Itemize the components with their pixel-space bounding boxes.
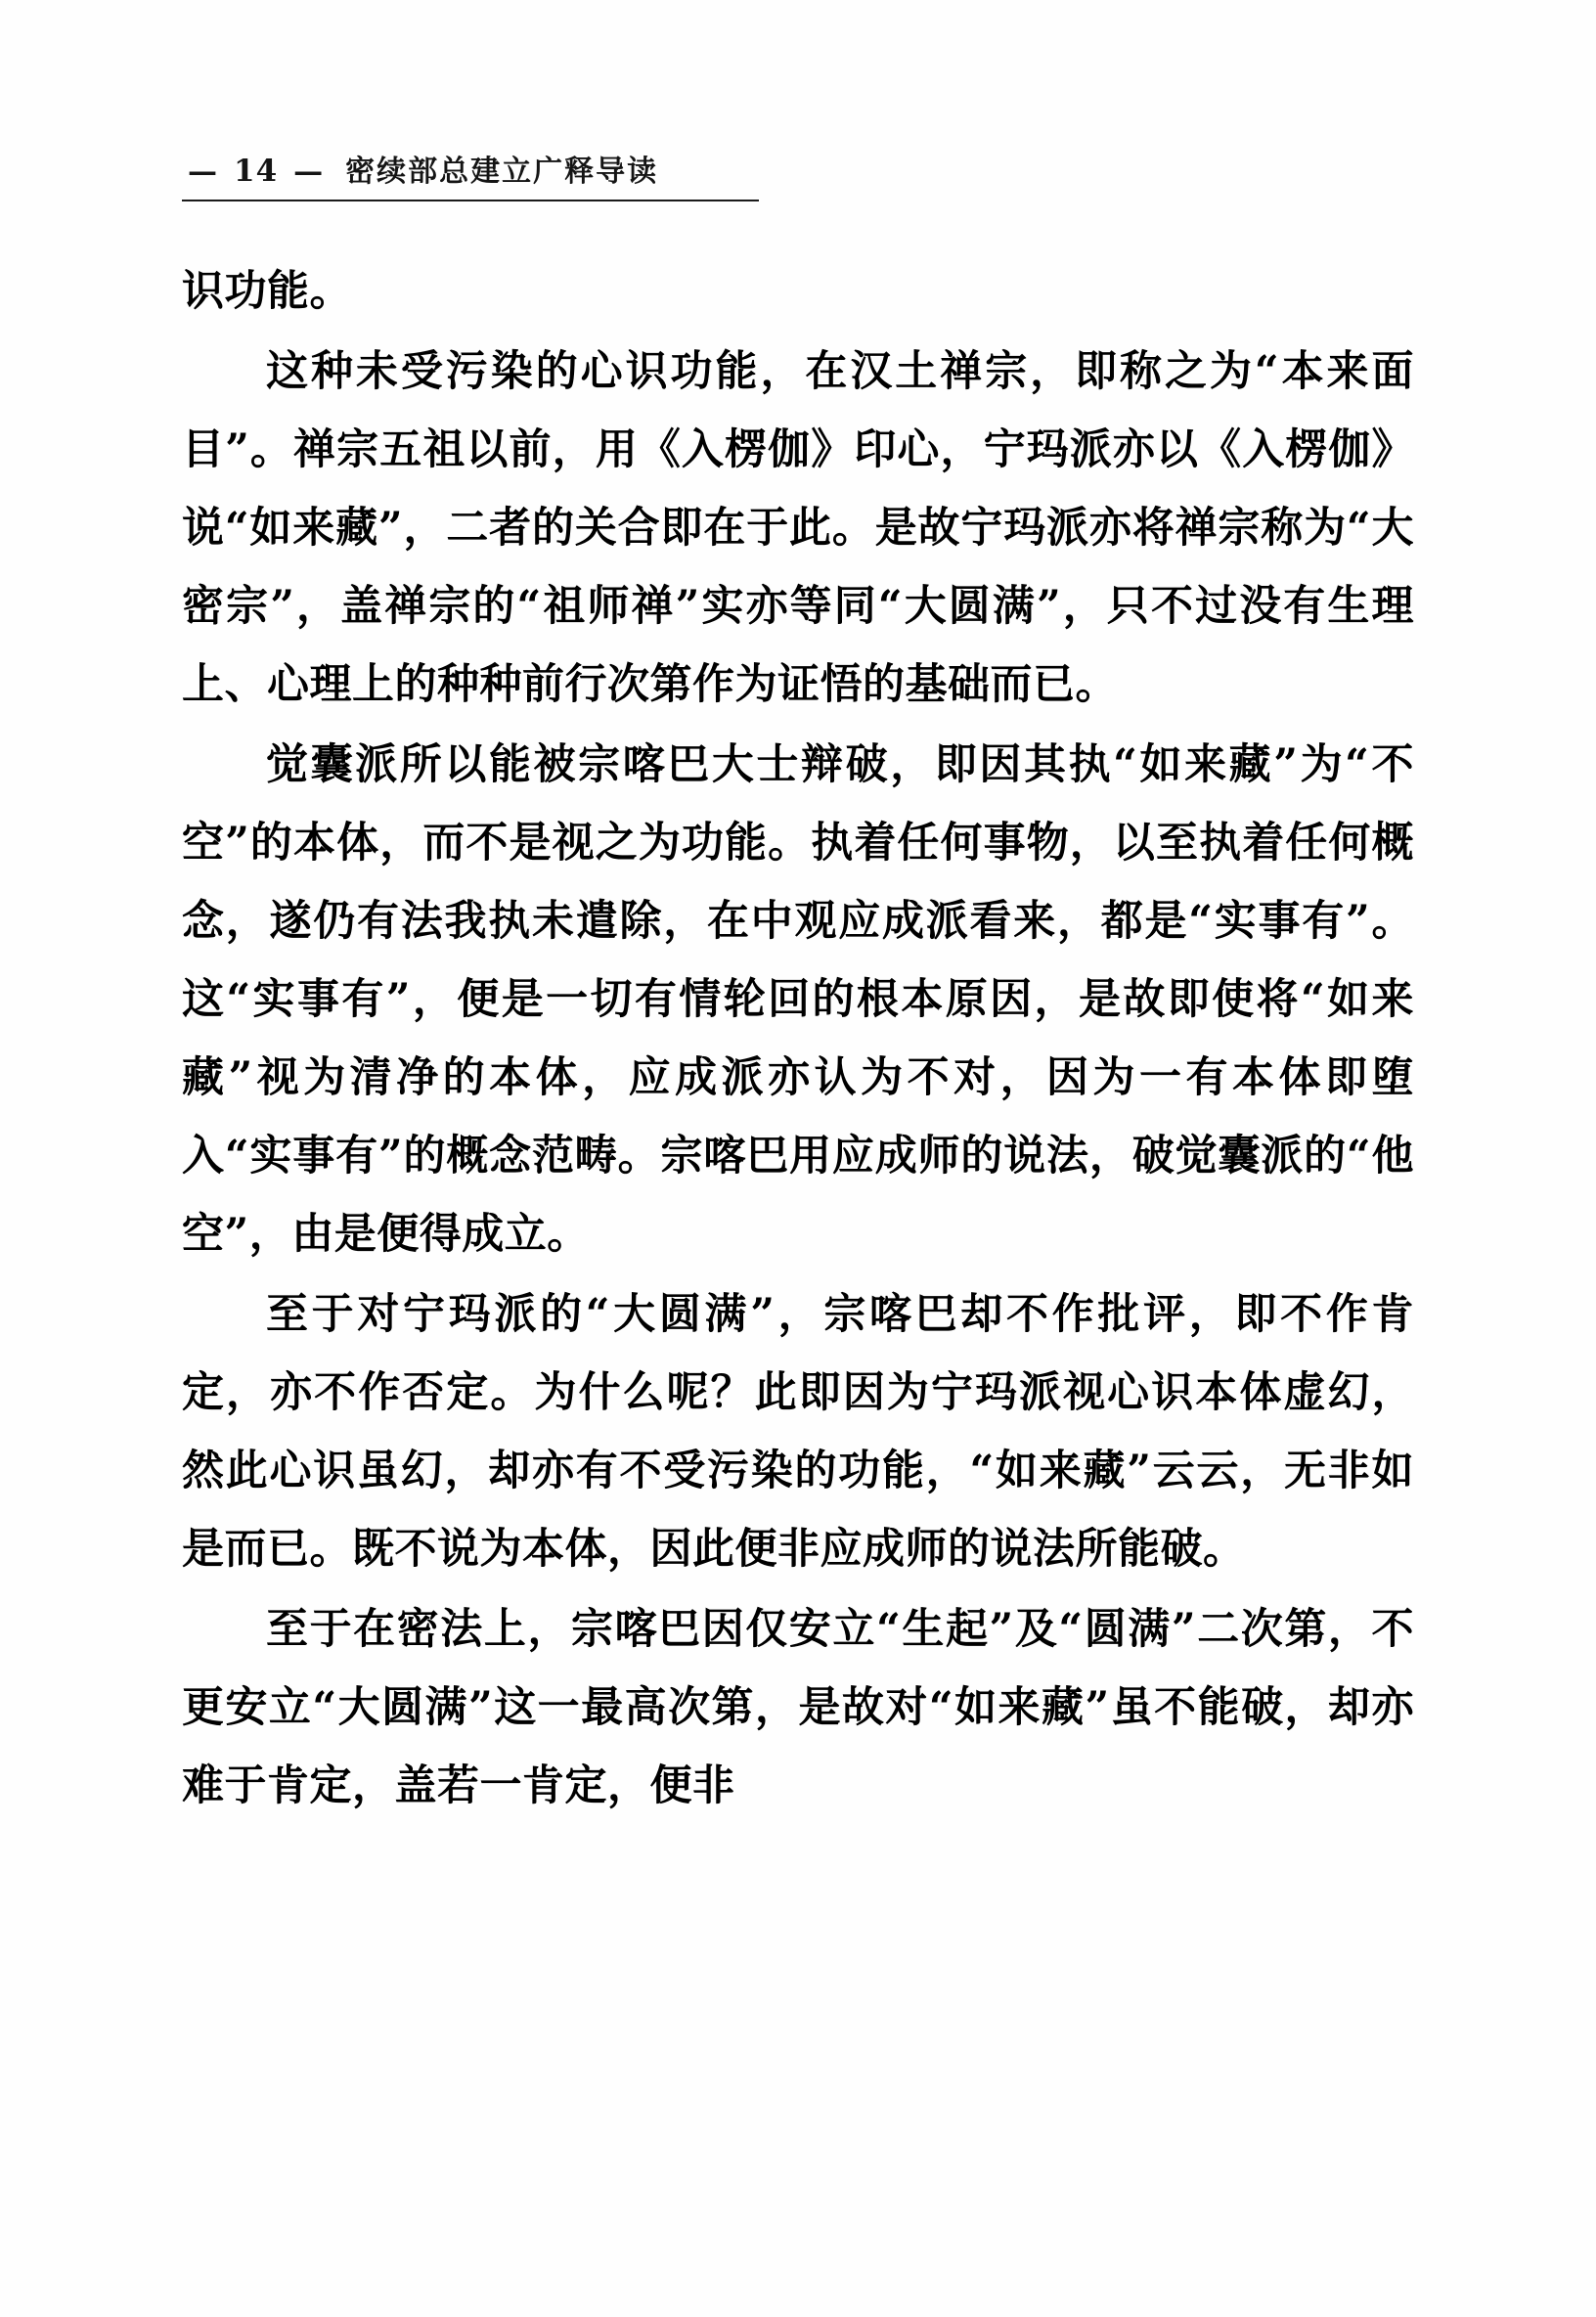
header-right-dash: — xyxy=(293,155,325,189)
page-content xyxy=(182,147,1414,1827)
body-text xyxy=(182,252,1414,1825)
header-left-dash: — xyxy=(188,155,218,189)
paragraph: 这种未受污染的心识功能，在汉土禅宗，即称之为“本来面目”。禅宗五祖以前，用《入楞伽》印心，宁玛派亦以《入楞伽》说“如来藏”，二者的关合即在于此。是故宁玛派亦将禅宗称为“大密宗”，盖禅宗的“祖师禅”实亦等同“大圆满”，只不过没有生理上、心理上的种种前行次第作为证悟的基础而已。 xyxy=(182,347,1414,709)
running-header xyxy=(182,147,759,201)
page-number: 14 xyxy=(234,154,279,189)
paragraph-continuation: 识功能。 xyxy=(182,267,352,316)
paragraph: 觉囊派所以能被宗喀巴大士辩破，即因其执“如来藏”为“不空”的本体，而不是视之为功能。执着任何事物，以至执着任何概念，遂仍有法我执未遣除，在中观应成派看来，都是“实事有”。这“实事有”，便是一切有情轮回的根本原因，是故即使将“如来藏”视为清净的本体，应成派亦认为不对，因为一有本体即堕入“实事有”的概念范畴。宗喀巴用应成师的说法，破觉囊派的“他空”，由是便得成立。 xyxy=(182,740,1414,1259)
paragraph: 至于对宁玛派的“大圆满”，宗喀巴却不作批评，即不作肯定，亦不作否定。为什么呢？此即因为宁玛派视心识本体虚幻，然此心识虽幻，却亦有不受污染的功能，“如来藏”云云，无非如是而已。既不说为本体，因此便非应成师的说法所能破。 xyxy=(182,1290,1414,1574)
running-title: 密续部总建立广释导读 xyxy=(345,155,659,189)
paragraph: 至于在密法上，宗喀巴因仅安立“生起”及“圆满”二次第，不更安立“大圆满”这一最高次第，是故对“如来藏”虽不能破，却亦难于肯定，盖若一肯定，便非 xyxy=(182,1605,1414,1810)
